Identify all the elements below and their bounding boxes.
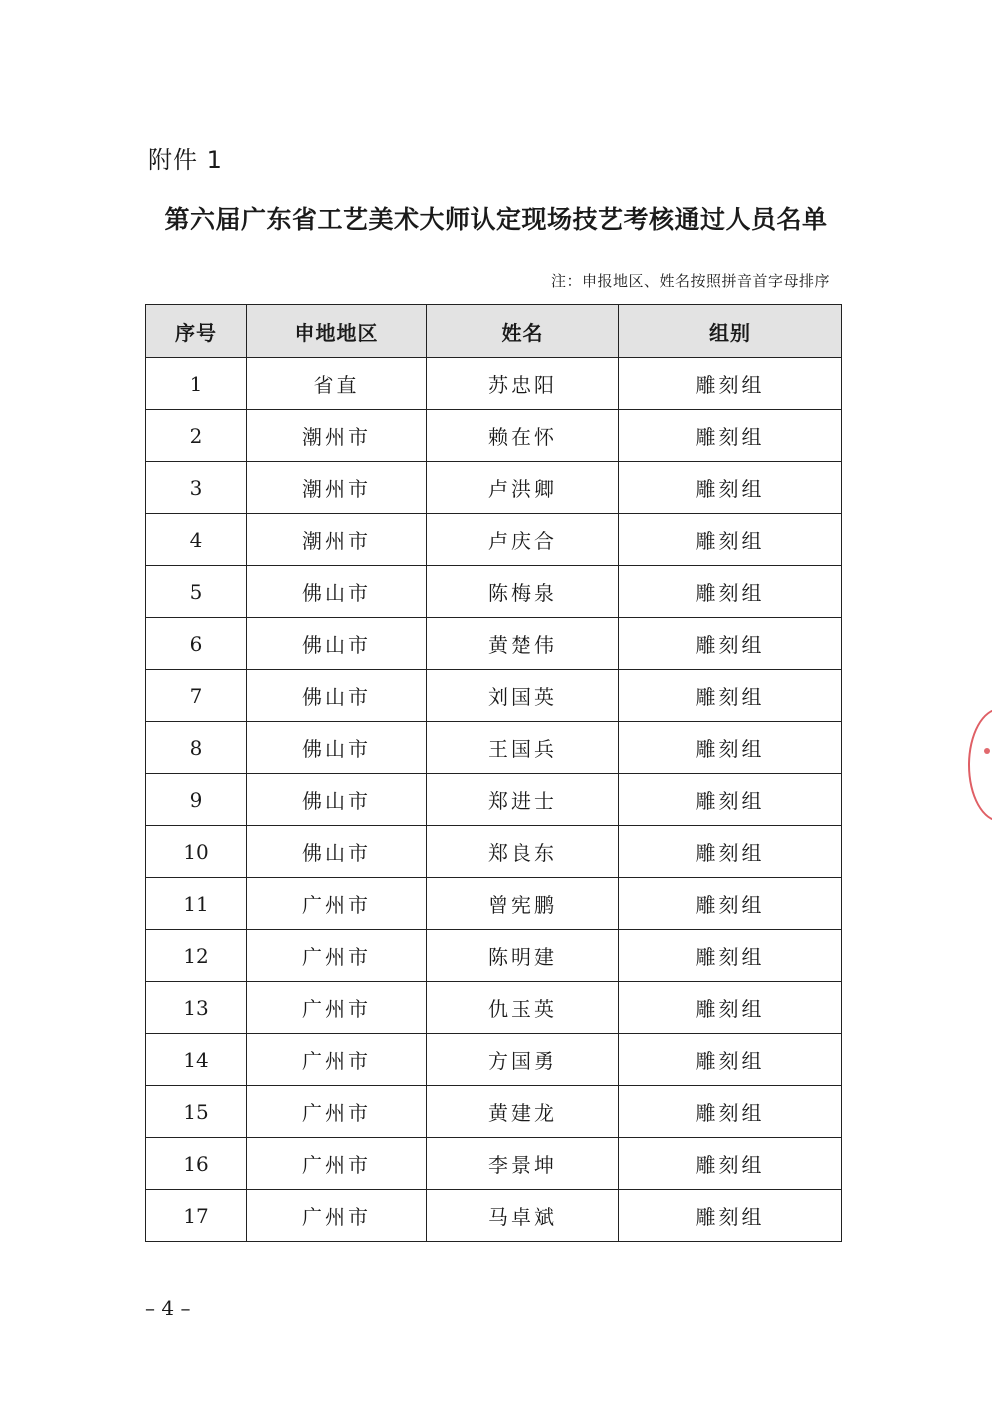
cell-name: 赖在怀 xyxy=(427,410,619,462)
cell-group: 雕刻组 xyxy=(619,618,842,670)
table-row xyxy=(146,566,842,618)
table-row xyxy=(146,1190,842,1242)
cell-region: 佛山市 xyxy=(247,566,427,618)
cell-name: 仇玉英 xyxy=(427,982,619,1034)
cell-group: 雕刻组 xyxy=(619,566,842,618)
cell-region: 潮州市 xyxy=(247,514,427,566)
cell-region: 广州市 xyxy=(247,1190,427,1242)
cell-name: 黄楚伟 xyxy=(427,618,619,670)
cell-group: 雕刻组 xyxy=(619,514,842,566)
cell-region: 潮州市 xyxy=(247,462,427,514)
table-body xyxy=(146,358,842,1242)
cell-group: 雕刻组 xyxy=(619,1138,842,1190)
table-row xyxy=(146,722,842,774)
cell-region: 佛山市 xyxy=(247,826,427,878)
table-row xyxy=(146,982,842,1034)
cell-seq: 3 xyxy=(146,462,247,514)
table-row xyxy=(146,618,842,670)
sorting-note: 注：申报地区、姓名按照拼音首字母排序 xyxy=(550,272,830,290)
table-row xyxy=(146,878,842,930)
cell-group: 雕刻组 xyxy=(619,878,842,930)
table-header-row xyxy=(146,305,842,358)
cell-region: 广州市 xyxy=(247,930,427,982)
table-row xyxy=(146,410,842,462)
cell-seq: 6 xyxy=(146,618,247,670)
red-seal-fragment xyxy=(968,708,992,822)
header-name: 姓名 xyxy=(427,305,619,358)
cell-seq: 16 xyxy=(146,1138,247,1190)
table-row xyxy=(146,774,842,826)
cell-group: 雕刻组 xyxy=(619,410,842,462)
cell-name: 陈梅泉 xyxy=(427,566,619,618)
cell-name: 卢洪卿 xyxy=(427,462,619,514)
cell-region: 佛山市 xyxy=(247,774,427,826)
cell-region: 广州市 xyxy=(247,878,427,930)
cell-seq: 4 xyxy=(146,514,247,566)
cell-seq: 11 xyxy=(146,878,247,930)
header-group: 组别 xyxy=(619,305,842,358)
cell-group: 雕刻组 xyxy=(619,358,842,410)
table-row xyxy=(146,930,842,982)
cell-seq: 5 xyxy=(146,566,247,618)
cell-group: 雕刻组 xyxy=(619,722,842,774)
cell-region: 省直 xyxy=(247,358,427,410)
cell-seq: 2 xyxy=(146,410,247,462)
table-row xyxy=(146,1034,842,1086)
cell-name: 郑进士 xyxy=(427,774,619,826)
cell-region: 广州市 xyxy=(247,1034,427,1086)
cell-group: 雕刻组 xyxy=(619,930,842,982)
cell-group: 雕刻组 xyxy=(619,774,842,826)
header-seq: 序号 xyxy=(146,305,247,358)
table-row xyxy=(146,1138,842,1190)
page-number: – 4 – xyxy=(145,1296,191,1320)
cell-name: 陈明建 xyxy=(427,930,619,982)
cell-name: 王国兵 xyxy=(427,722,619,774)
cell-region: 广州市 xyxy=(247,1086,427,1138)
document-title: 第六届广东省工艺美术大师认定现场技艺考核通过人员名单 xyxy=(164,205,828,234)
cell-seq: 7 xyxy=(146,670,247,722)
table-row xyxy=(146,358,842,410)
cell-group: 雕刻组 xyxy=(619,982,842,1034)
cell-seq: 12 xyxy=(146,930,247,982)
cell-group: 雕刻组 xyxy=(619,826,842,878)
cell-name: 黄建龙 xyxy=(427,1086,619,1138)
cell-name: 卢庆合 xyxy=(427,514,619,566)
cell-seq: 15 xyxy=(146,1086,247,1138)
attachment-label: 附件 1 xyxy=(148,146,223,174)
cell-name: 方国勇 xyxy=(427,1034,619,1086)
cell-seq: 13 xyxy=(146,982,247,1034)
cell-group: 雕刻组 xyxy=(619,462,842,514)
roster-table xyxy=(145,304,842,1242)
red-seal-mark xyxy=(984,748,990,754)
table-row xyxy=(146,670,842,722)
cell-name: 苏忠阳 xyxy=(427,358,619,410)
cell-name: 曾宪鹏 xyxy=(427,878,619,930)
cell-seq: 8 xyxy=(146,722,247,774)
table-row xyxy=(146,826,842,878)
cell-seq: 10 xyxy=(146,826,247,878)
cell-seq: 14 xyxy=(146,1034,247,1086)
cell-name: 马卓斌 xyxy=(427,1190,619,1242)
cell-group: 雕刻组 xyxy=(619,670,842,722)
table-row xyxy=(146,1086,842,1138)
cell-name: 刘国英 xyxy=(427,670,619,722)
cell-region: 佛山市 xyxy=(247,618,427,670)
cell-region: 广州市 xyxy=(247,982,427,1034)
table-row xyxy=(146,462,842,514)
cell-region: 广州市 xyxy=(247,1138,427,1190)
cell-name: 李景坤 xyxy=(427,1138,619,1190)
header-region: 申地地区 xyxy=(247,305,427,358)
cell-group: 雕刻组 xyxy=(619,1034,842,1086)
cell-group: 雕刻组 xyxy=(619,1086,842,1138)
cell-seq: 9 xyxy=(146,774,247,826)
cell-group: 雕刻组 xyxy=(619,1190,842,1242)
cell-seq: 17 xyxy=(146,1190,247,1242)
cell-seq: 1 xyxy=(146,358,247,410)
cell-name: 郑良东 xyxy=(427,826,619,878)
cell-region: 潮州市 xyxy=(247,410,427,462)
cell-region: 佛山市 xyxy=(247,670,427,722)
table-row xyxy=(146,514,842,566)
cell-region: 佛山市 xyxy=(247,722,427,774)
